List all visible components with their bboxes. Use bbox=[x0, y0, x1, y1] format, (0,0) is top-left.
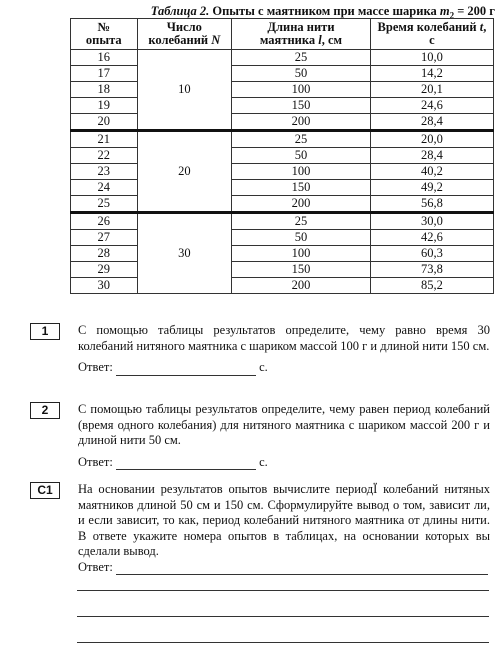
table-row bbox=[71, 230, 494, 246]
table-row bbox=[71, 50, 494, 66]
table-row bbox=[71, 82, 494, 98]
table-row bbox=[71, 114, 494, 131]
cell-num: 29 bbox=[71, 262, 138, 278]
table-row bbox=[71, 131, 494, 148]
answer-unit: с. bbox=[259, 454, 268, 469]
cell-length: 100 bbox=[232, 82, 371, 98]
cell-num: 23 bbox=[71, 164, 138, 180]
cell-length: 100 bbox=[232, 246, 371, 262]
cell-length: 25 bbox=[232, 131, 371, 148]
cell-num: 21 bbox=[71, 131, 138, 148]
cell-time: 56,8 bbox=[370, 196, 493, 213]
caption-var: m bbox=[439, 4, 450, 18]
cell-num: 26 bbox=[71, 213, 138, 230]
cell-length: 200 bbox=[232, 278, 371, 294]
cell-time: 85,2 bbox=[370, 278, 493, 294]
cell-time: 28,4 bbox=[370, 114, 493, 131]
cell-time: 40,2 bbox=[370, 164, 493, 180]
answer-label: Ответ: bbox=[78, 454, 113, 469]
cell-num: 18 bbox=[71, 82, 138, 98]
table-row bbox=[71, 196, 494, 213]
header-oscillations: Число колебаний N bbox=[137, 19, 232, 50]
cell-time: 30,0 bbox=[370, 213, 493, 230]
cell-length: 100 bbox=[232, 164, 371, 180]
cell-num: 28 bbox=[71, 246, 138, 262]
question-number: 2 bbox=[30, 402, 60, 419]
header-time: Время колебаний t, с bbox=[370, 19, 493, 50]
question-text-block bbox=[78, 402, 490, 470]
cell-num: 27 bbox=[71, 230, 138, 246]
question-text: На основании результатов опытов вычислите периодЇ колебаний нитяных маятников длиной 50 см и 150 см. Сформулируйте вывод о том, зависит ли, и если зависит, то как, период колебаний нитяного маятника от длины нити. В ответе укажите номера опытов в таблицах, на основании которых вы сделали вывод. bbox=[78, 482, 490, 558]
answer-row bbox=[78, 560, 490, 576]
table-row bbox=[71, 66, 494, 82]
cell-num: 20 bbox=[71, 114, 138, 131]
cell-time: 24,6 bbox=[370, 98, 493, 114]
answer-line[interactable] bbox=[77, 616, 489, 617]
cell-num: 24 bbox=[71, 180, 138, 196]
cell-length: 150 bbox=[232, 262, 371, 278]
cell-time: 42,6 bbox=[370, 230, 493, 246]
pendulum-table bbox=[70, 18, 494, 294]
cell-oscillations: 10 bbox=[137, 50, 232, 131]
cell-time: 60,3 bbox=[370, 246, 493, 262]
cell-time: 49,2 bbox=[370, 180, 493, 196]
answer-blank[interactable] bbox=[116, 363, 256, 376]
cell-length: 200 bbox=[232, 196, 371, 213]
cell-length: 150 bbox=[232, 180, 371, 196]
table-row bbox=[71, 98, 494, 114]
question-number: 1 bbox=[30, 323, 60, 340]
answer-unit: с. bbox=[259, 360, 268, 374]
table-row bbox=[71, 164, 494, 180]
answer-line[interactable] bbox=[77, 590, 489, 591]
caption-text: Опыты с маятником при массе шарика bbox=[212, 4, 440, 18]
cell-length: 50 bbox=[232, 230, 371, 246]
question-text: С помощью таблицы результатов определите, чему равен период колебаний (время одного колебания) для нитяного маятника с шариком массой 200 г и длиной нити 50 см. bbox=[78, 402, 490, 447]
cell-num: 25 bbox=[71, 196, 138, 213]
cell-length: 150 bbox=[232, 98, 371, 114]
table-row bbox=[71, 213, 494, 230]
answer-label: Ответ: bbox=[78, 559, 113, 574]
header-length: Длина нити маятника l, см bbox=[232, 19, 371, 50]
cell-num: 22 bbox=[71, 148, 138, 164]
cell-time: 28,4 bbox=[370, 148, 493, 164]
header-num: № опыта bbox=[71, 19, 138, 50]
cell-oscillations: 30 bbox=[137, 213, 232, 294]
cell-time: 20,1 bbox=[370, 82, 493, 98]
answer-line[interactable] bbox=[77, 642, 489, 643]
cell-time: 10,0 bbox=[370, 50, 493, 66]
caption-prefix: Таблица 2. bbox=[150, 4, 210, 18]
answer-row bbox=[78, 455, 490, 471]
cell-time: 20,0 bbox=[370, 131, 493, 148]
cell-num: 16 bbox=[71, 50, 138, 66]
cell-length: 25 bbox=[232, 213, 371, 230]
answer-blank[interactable] bbox=[116, 562, 488, 575]
caption-sub: 2 bbox=[449, 10, 455, 21]
cell-oscillations: 20 bbox=[137, 131, 232, 213]
caption-tail: = 200 г bbox=[454, 4, 495, 18]
answer-row bbox=[78, 360, 490, 376]
answer-blank[interactable] bbox=[116, 457, 256, 470]
table-row bbox=[71, 278, 494, 294]
table-row bbox=[71, 180, 494, 196]
table-row bbox=[71, 246, 494, 262]
cell-time: 73,8 bbox=[370, 262, 493, 278]
table-row bbox=[71, 148, 494, 164]
table-header-row bbox=[71, 19, 494, 50]
cell-length: 50 bbox=[232, 148, 371, 164]
question-text: С помощью таблицы результатов определите, чему равно время 30 колебаний нитяного маятника с шариком массой 100 г и длиной нити 150 см. bbox=[78, 323, 490, 353]
cell-length: 200 bbox=[232, 114, 371, 131]
question-text-block bbox=[78, 482, 490, 575]
cell-time: 14,2 bbox=[370, 66, 493, 82]
cell-num: 30 bbox=[71, 278, 138, 294]
answer-label: Ответ: bbox=[78, 360, 113, 374]
question-text-block bbox=[78, 323, 490, 376]
cell-length: 50 bbox=[232, 66, 371, 82]
table-row bbox=[71, 262, 494, 278]
cell-num: 19 bbox=[71, 98, 138, 114]
cell-length: 25 bbox=[232, 50, 371, 66]
question-number: C1 bbox=[30, 482, 60, 499]
cell-num: 17 bbox=[71, 66, 138, 82]
